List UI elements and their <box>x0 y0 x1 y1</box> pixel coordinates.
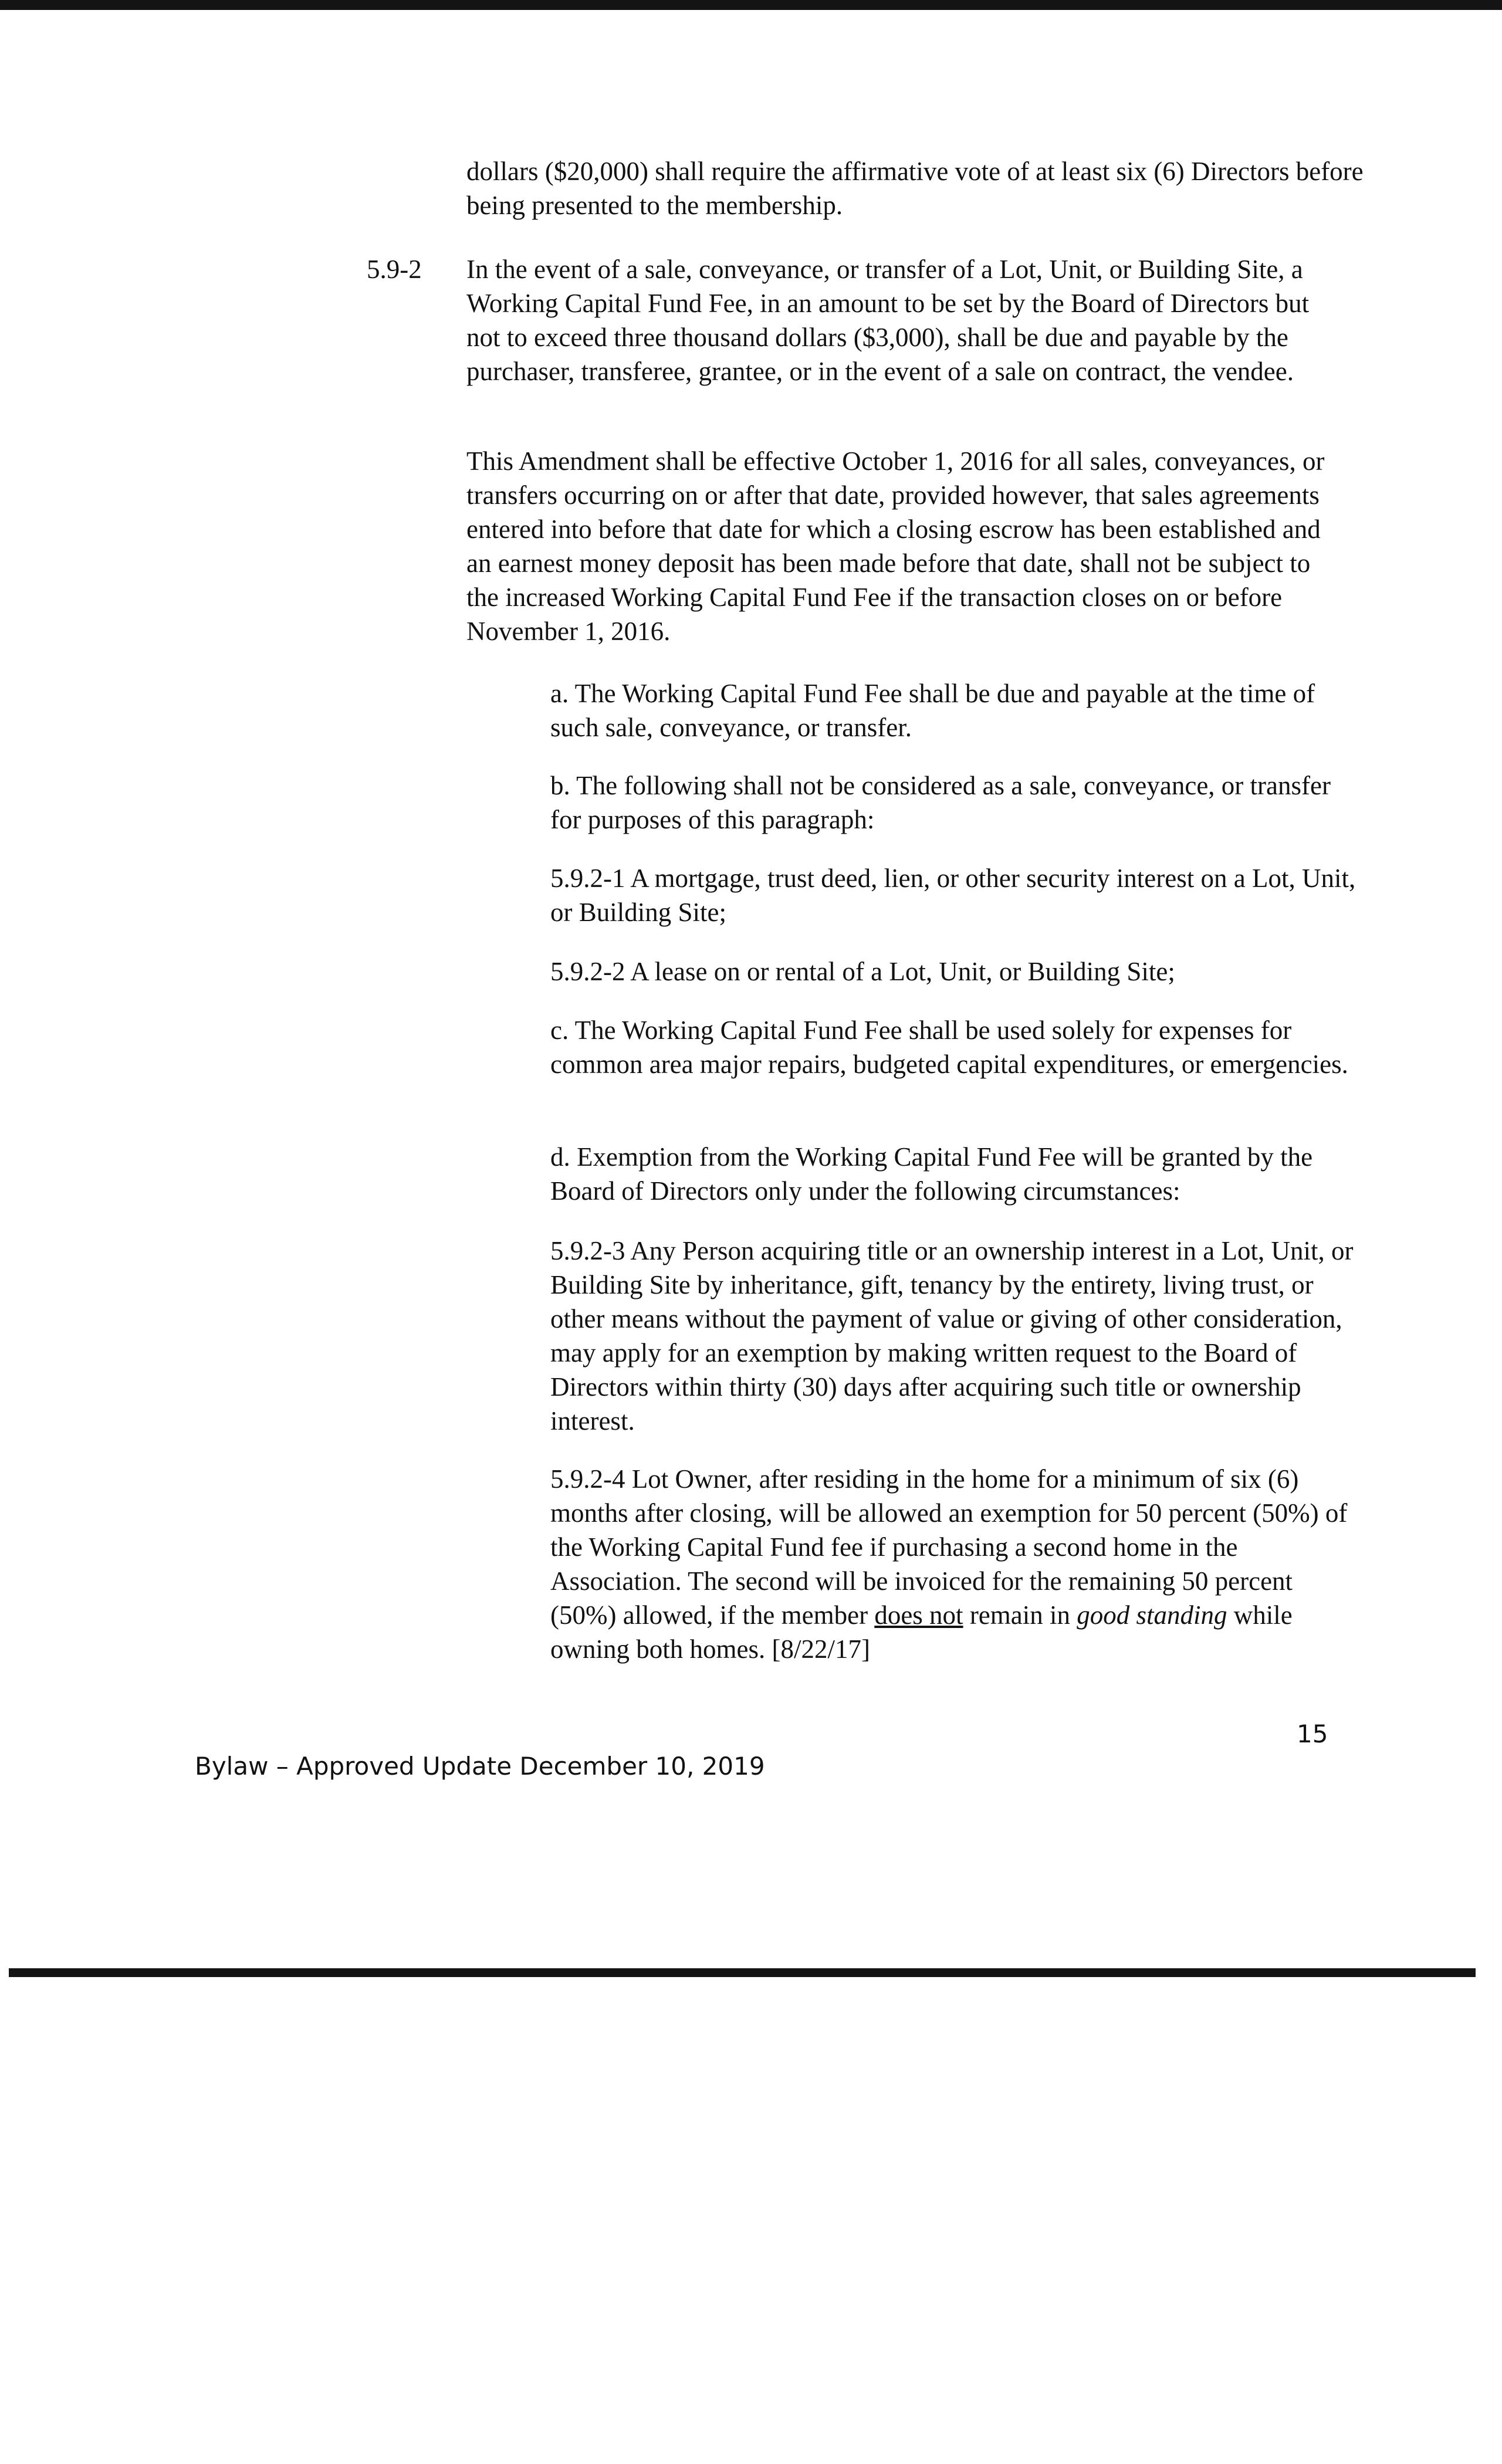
subsection-text-part2: remain in <box>963 1600 1077 1630</box>
page-number: 15 <box>1297 1720 1328 1748</box>
continued-paragraph: dollars ($20,000) shall require the affirmative vote of at least six (6) Directors before being presented to the membership. <box>466 157 1364 220</box>
scan-bottom-border <box>9 1968 1476 1977</box>
section-paragraph: In the event of a sale, conveyance, or transfer of a Lot, Unit, or Building Site, a Working Capital Fund Fee, in an amount to be set by the Board of Directors but not to exceed three thousand dollars ($3,000), shall be due and payable by the purchaser, transferee, grantee, or in the event of a sale on contract, the vendee. <box>466 255 1310 386</box>
subsection-5-9-2-3: 5.9.2-3 Any Person acquiring title or an ownership interest in a Lot, Unit, or Building Site by inheritance, gift, tenancy by the entirety, living trust, or other means without the payment of value or giving of other consideration, may apply for an exemption by making written request to the Board of Directors within thirty (30) days after acquiring such title or ownership interest. <box>550 1236 1354 1436</box>
footer-text: Bylaw – Approved Update December 10, 2019 <box>195 1752 765 1781</box>
list-item-a: a. The Working Capital Fund Fee shall be due and payable at the time of such sale, conveyance, or transfer. <box>550 679 1315 742</box>
subsection-5-9-2-1: 5.9.2-1 A mortgage, trust deed, lien, or other security interest on a Lot, Unit, or Building Site; <box>550 864 1356 927</box>
amendment-paragraph: This Amendment shall be effective October 1, 2016 for all sales, conveyances, or transfers occurring on or after that date, provided however, that sales agreements entered into before that date for which a closing escrow has been established and an earnest money deposit has been made before that date, shall not be subject to the increased Working Capital Fund Fee if the transaction closes on or before November 1, 2016. <box>466 446 1325 646</box>
subsection-5-9-2-2: 5.9.2-2 A lease on or rental of a Lot, Unit, or Building Site; <box>550 957 1175 986</box>
section-number: 5.9-2 <box>367 255 422 284</box>
list-item-d: d. Exemption from the Working Capital Fund Fee will be granted by the Board of Directors only under the following circumstances: <box>550 1142 1313 1206</box>
underlined-text: does not <box>874 1600 963 1630</box>
subsection-text-part3: while owning both homes. [8/22/17] <box>550 1600 1293 1664</box>
italic-text: good standing <box>1077 1600 1227 1630</box>
subsection-5-9-2-4 <box>550 1462 1360 1666</box>
subsection-text-part1: 5.9.2-4 Lot Owner, after residing in the home for a minimum of six (6) months after closing, will be allowed an exemption for 50 percent (50%) of the Working Capital Fund fee if purchasing a second home in the Association. The second will be invoiced for the remaining 50 percent (50%) allowed, if the member <box>550 1464 1348 1630</box>
scan-top-border <box>0 0 1502 10</box>
list-item-c: c. The Working Capital Fund Fee shall be used solely for expenses for common area major repairs, budgeted capital expenditures, or emergencies. <box>550 1016 1348 1079</box>
list-item-b: b. The following shall not be considered as a sale, conveyance, or transfer for purposes of this paragraph: <box>550 771 1331 834</box>
